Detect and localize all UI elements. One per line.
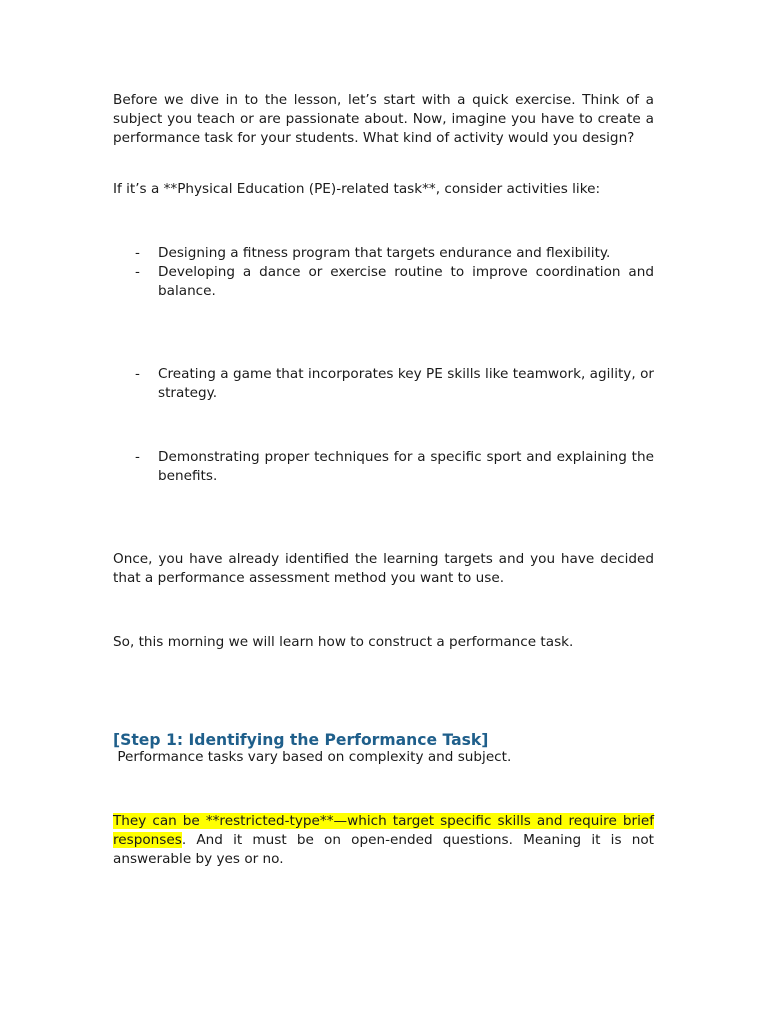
list-item	[135, 365, 654, 403]
bullet-text: Designing a fitness program that targets endurance and flexibility.	[158, 245, 611, 261]
list-item	[135, 448, 654, 486]
once-paragraph: Once, you have already identified the learning targets and you have decided that a performance assessment method you want to use.	[113, 551, 654, 586]
bullet-marker: -	[135, 366, 140, 382]
intro-paragraph: Before we dive in to the lesson, let’s start with a quick exercise. Think of a subject you teach or are passionate about. Now, imagine you have to create a performance task for your students. What kind of activity would you design?	[113, 92, 654, 146]
document-page	[113, 0, 654, 1024]
list-item	[135, 244, 654, 263]
list-item	[135, 263, 654, 301]
pe-intro-paragraph: If it’s a **Physical Education (PE)-related task**, consider activities like:	[113, 181, 601, 197]
bullet-marker: -	[135, 264, 140, 280]
bullet-marker: -	[135, 245, 140, 261]
restricted-text-rest: . And it must be on open-ended questions. Meaning it is not answerable by yes or no.	[113, 832, 654, 867]
bullet-marker: -	[135, 449, 140, 465]
bullet-text: Creating a game that incorporates key PE skills like teamwork, agility, or strategy.	[158, 366, 654, 401]
bullet-text: Demonstrating proper techniques for a specific sport and explaining the benefits.	[158, 449, 654, 484]
morning-paragraph: So, this morning we will learn how to construct a performance task.	[113, 634, 574, 650]
step1-heading: [Step 1: Identifying the Performance Task]	[113, 731, 489, 749]
highlighted-text: They can be **restricted-type**—which target specific skills and require brief responses	[113, 813, 654, 848]
bullet-text: Developing a dance or exercise routine to improve coordination and balance.	[158, 264, 654, 299]
restricted-paragraph	[113, 812, 654, 869]
vary-paragraph: Performance tasks vary based on complexity and subject.	[113, 749, 512, 765]
